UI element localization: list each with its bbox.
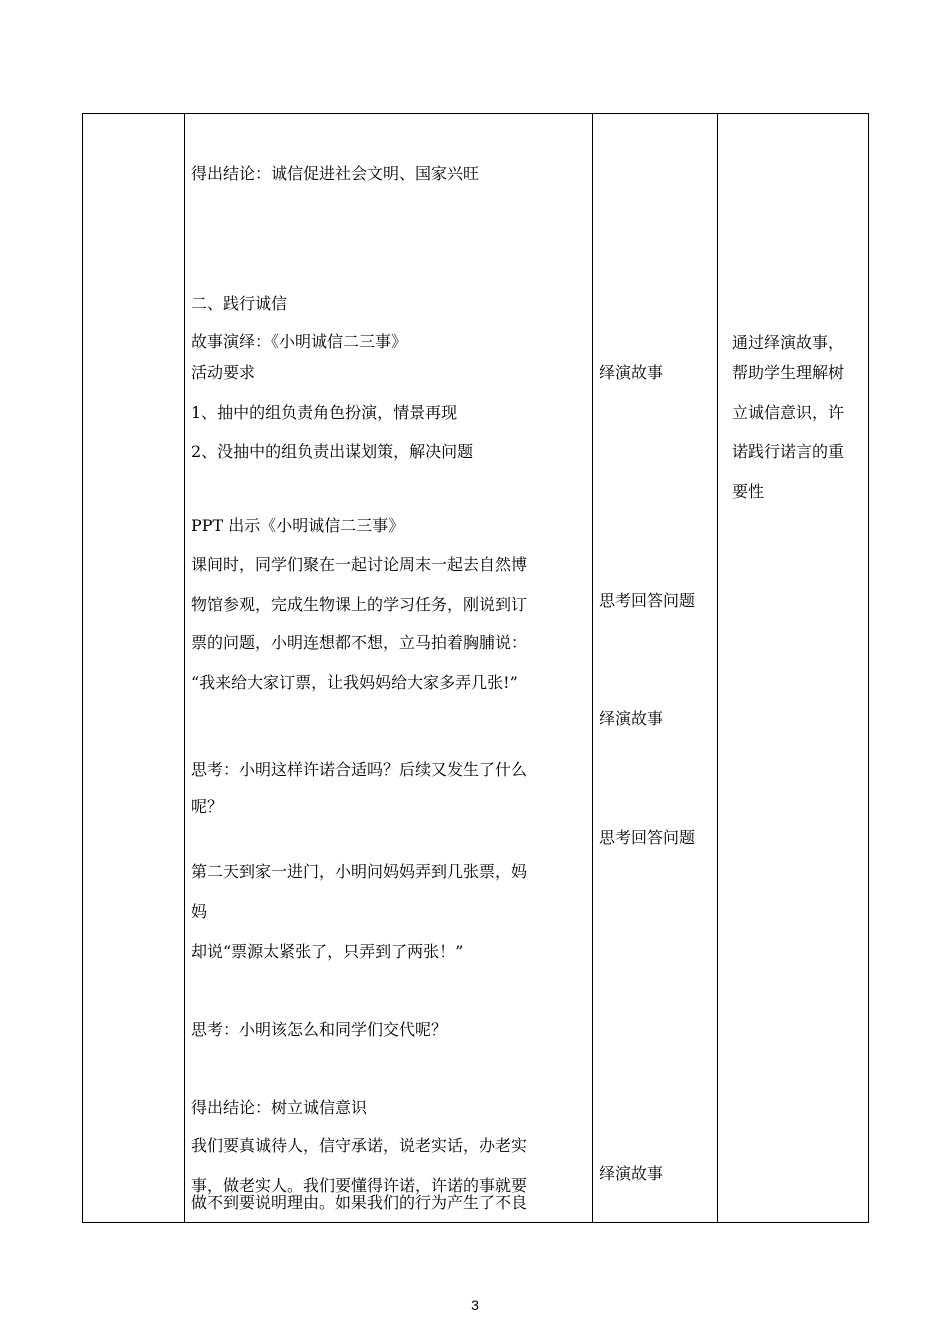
conclusion-body-line: 做不到要说明理由。如果我们的行为产生了不良 <box>191 1193 528 1212</box>
story-line: 课间时，同学们聚在一起讨论周末一起去自然博 <box>191 555 528 574</box>
think-question: 思考：小明该怎么和同学们交代呢？ <box>191 1020 448 1039</box>
conclusion-body-line: 我们要真诚待人，信守承诺，说老实话，办老实 <box>191 1136 528 1155</box>
clipped-line-container <box>191 1176 581 1195</box>
story-line: “我来给大家订票，让我妈妈给大家多弄几张!” <box>191 673 518 692</box>
story-line: 第二天到家一进门，小明问妈妈弄到几张票，妈 <box>191 862 528 881</box>
section-heading: 二、践行诚信 <box>191 294 288 313</box>
story-line: 妈 <box>191 902 208 921</box>
student-activity: 绎演故事 <box>599 1164 664 1183</box>
requirement-item: 1、抽中的组负责角色扮演，情景再现 <box>191 403 458 422</box>
design-intent-line: 诺践行诺言的重 <box>732 442 845 461</box>
column-divider <box>184 114 185 1222</box>
think-question-line: 思考：小明这样许诺合适吗？后续又发生了什么 <box>191 760 528 779</box>
activity-requirements-heading: 活动要求 <box>191 363 256 382</box>
ppt-caption: PPT 出示《小明诚信二三事》 <box>191 516 405 535</box>
lesson-table <box>82 113 869 1223</box>
think-question-line: 呢？ <box>191 797 224 816</box>
student-activity: 思考回答问题 <box>599 591 696 610</box>
column-divider <box>717 114 718 1222</box>
conclusion-body-line: 事，做老实人。我们要懂得许诺，许诺的事就要 <box>191 1176 528 1195</box>
design-intent-line: 立诚信意识，许 <box>732 403 845 422</box>
story-line: 却说“票源太紧张了，只弄到了两张！” <box>191 942 464 961</box>
design-intent-line: 要性 <box>732 482 765 501</box>
story-line: 物馆参观，完成生物课上的学习任务，刚说到订 <box>191 595 528 614</box>
story-title: 故事演绎：《小明诚信二三事》 <box>191 332 408 351</box>
student-activity: 思考回答问题 <box>599 828 696 847</box>
design-intent-line: 通过绎演故事， <box>732 333 845 352</box>
student-activity: 绎演故事 <box>599 363 664 382</box>
page-number: 3 <box>471 1297 479 1313</box>
conclusion-text: 得出结论：诚信促进社会文明、国家兴旺 <box>191 164 480 183</box>
conclusion-text: 得出结论：树立诚信意识 <box>191 1098 368 1117</box>
design-intent-line: 帮助学生理解树 <box>732 363 845 382</box>
requirement-item: 2、没抽中的组负责出谋划策，解决问题 <box>191 442 474 461</box>
story-line: 票的问题，小明连想都不想，立马拍着胸脯说： <box>191 633 528 652</box>
student-activity: 绎演故事 <box>599 709 664 728</box>
column-divider <box>592 114 593 1222</box>
